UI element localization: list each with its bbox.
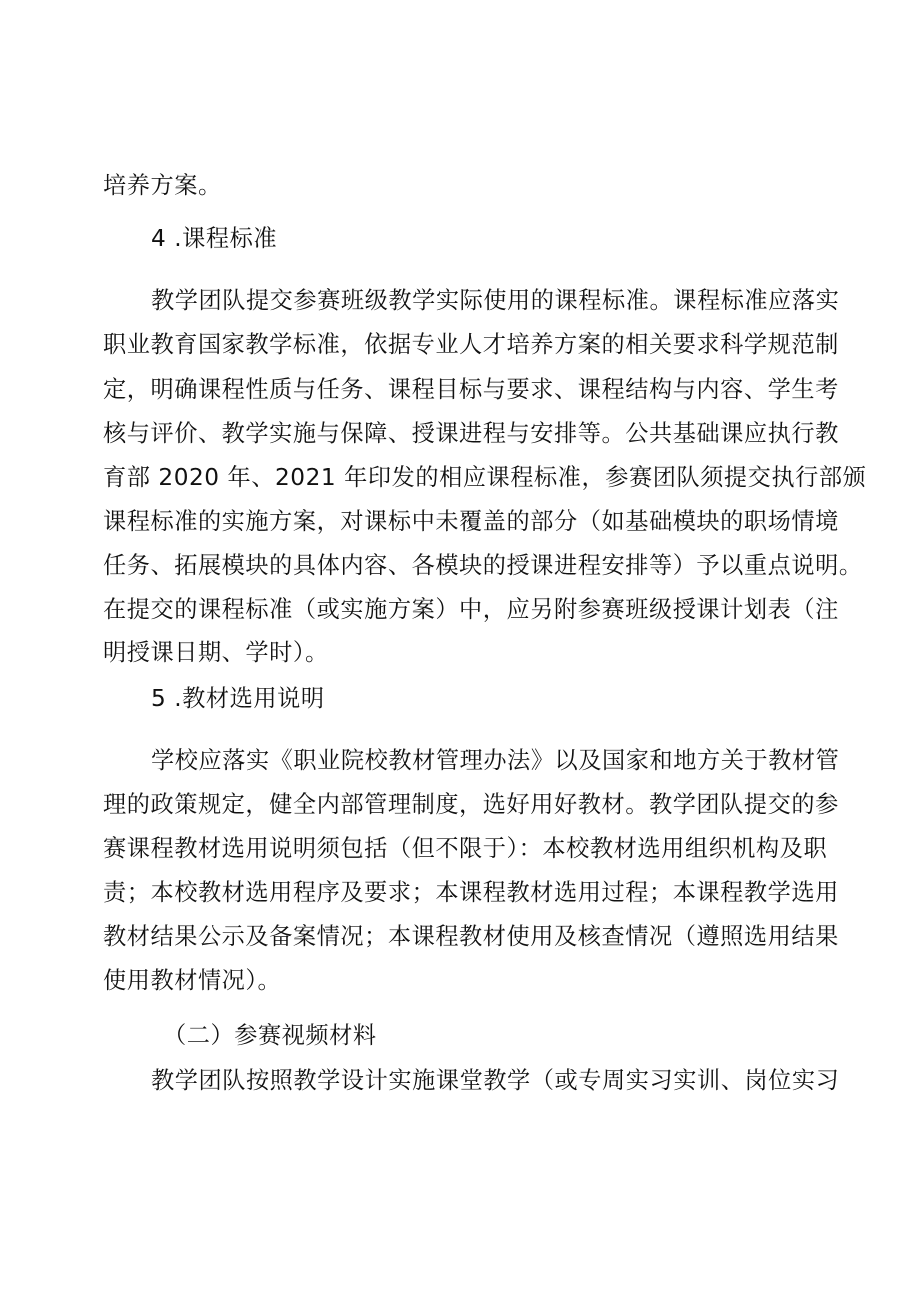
paragraph-line: 教材结果公示及备案情况；本课程教材使用及核查情况（遵照选用结果 [103,923,839,950]
paragraph-line: 任务、拓展模块的具体内容、各模块的授课进程安排等）予以重点说明。 [103,552,863,579]
section-heading: 4 .课程标准 [151,225,278,252]
paragraph-line: 责；本校教材选用程序及要求；本课程教材选用过程；本课程教学选用 [103,879,839,906]
paragraph-line: 培养方案。 [103,172,222,199]
paragraph-line: 育部 2020 年、2021 年印发的相应课程标准，参赛团队须提交执行部颁 [103,464,867,491]
section-heading: 5 .教材选用说明 [151,685,325,712]
paragraph-line: 教学团队按照教学设计实施课堂教学（或专周实习实训、岗位实习 [151,1067,840,1094]
section-heading: （二）参赛视频材料 [163,1022,377,1049]
paragraph-line: 定，明确课程性质与任务、课程目标与要求、课程结构与内容、学生考 [103,376,839,403]
paragraph-line: 明授课日期、学时）。 [103,639,329,666]
paragraph-line: 理的政策规定，健全内部管理制度，选好用好教材。教学团队提交的参 [103,791,839,818]
paragraph-line: 学校应落实《职业院校教材管理办法》以及国家和地方关于教材管 [151,747,840,774]
paragraph-line: 职业教育国家教学标准，依据专业人才培养方案的相关要求科学规范制 [103,331,839,358]
paragraph-line: 使用教材情况）。 [103,967,282,994]
paragraph-line: 在提交的课程标准（或实施方案）中，应另附参赛班级授课计划表（注 [103,596,839,623]
paragraph-line: 教学团队提交参赛班级教学实际使用的课程标准。课程标准应落实 [151,287,840,314]
paragraph-line: 核与评价、教学实施与保障、授课进程与安排等。公共基础课应执行教 [103,420,839,447]
paragraph-line: 赛课程教材选用说明须包括（但不限于）：本校教材选用组织机构及职 [103,835,828,862]
paragraph-line: 课程标准的实施方案，对课标中未覆盖的部分（如基础模块的职场情境 [103,508,839,535]
